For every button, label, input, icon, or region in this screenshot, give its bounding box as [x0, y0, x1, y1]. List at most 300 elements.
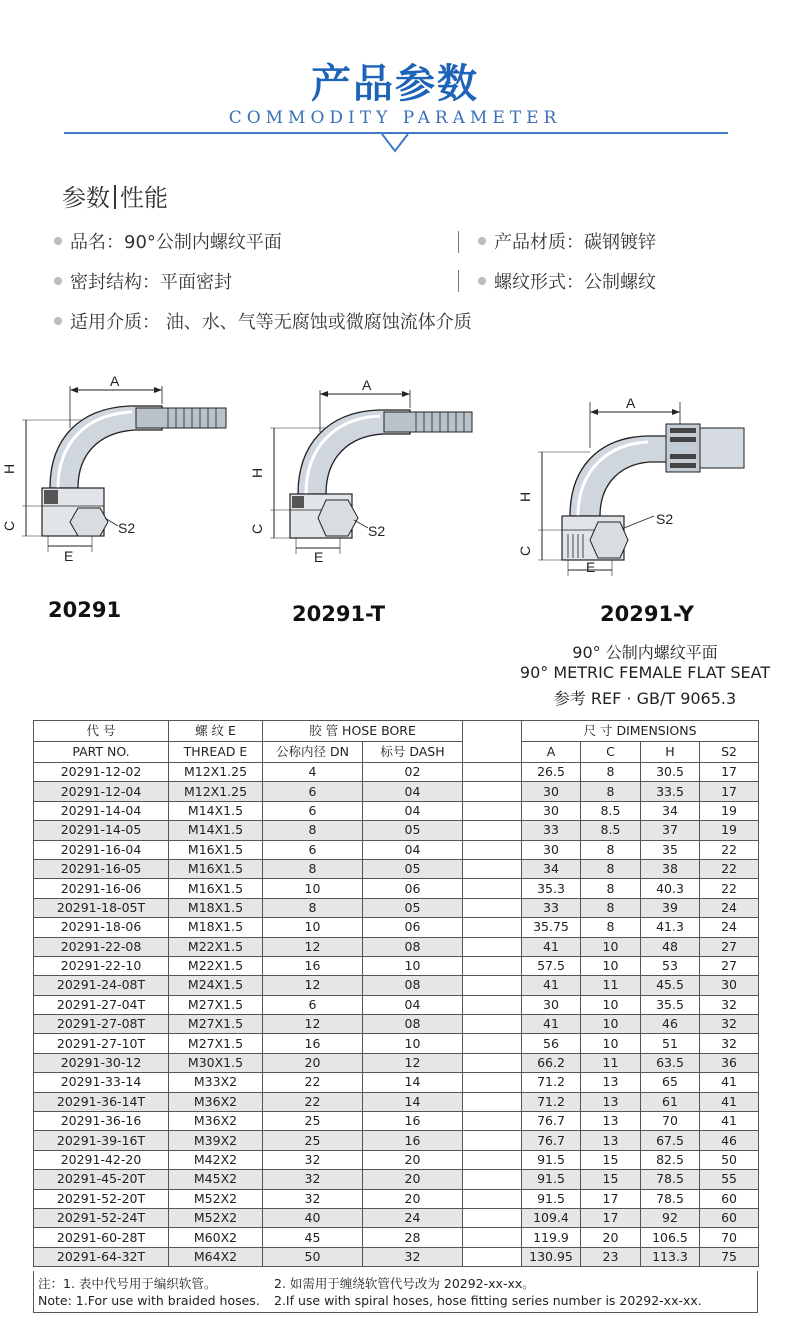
- cell-h: 30.5: [641, 763, 700, 782]
- cell-c: 10: [581, 1034, 641, 1053]
- params-heading-right: 性能: [120, 184, 168, 212]
- cell-dn: 32: [263, 1189, 363, 1208]
- cell-thread: M24X1.5: [169, 976, 263, 995]
- cell-a: 30: [522, 840, 581, 859]
- cell-h: 51: [641, 1034, 700, 1053]
- cell-s2: 36: [700, 1053, 759, 1072]
- table-row: [34, 763, 759, 782]
- cell-part-no: 20291-39-16T: [34, 1131, 169, 1150]
- table-row: [34, 1150, 759, 1169]
- cell-dn: 22: [263, 1073, 363, 1092]
- cell-dash: 08: [363, 937, 463, 956]
- header-part-cn: 代 号: [34, 721, 169, 742]
- table-row: [34, 956, 759, 975]
- cell-spacer: [463, 1208, 522, 1227]
- cell-c: 8: [581, 782, 641, 801]
- param-thread-form-text: 螺纹形式：公制螺纹: [494, 272, 656, 293]
- drawing-label-20291: 20291: [48, 598, 122, 622]
- cell-thread: M27X1.5: [169, 1034, 263, 1053]
- note-cn-2: 2. 如需用于缠绕软管代号改为 20292-xx-xx。: [274, 1276, 535, 1291]
- cell-c: 8: [581, 763, 641, 782]
- header-thread-en: THREAD E: [169, 742, 263, 763]
- cell-a: 57.5: [522, 956, 581, 975]
- header-c: C: [581, 742, 641, 763]
- cell-part-no: 20291-24-08T: [34, 976, 169, 995]
- cell-s2: 32: [700, 1015, 759, 1034]
- cell-thread: M16X1.5: [169, 840, 263, 859]
- cell-a: 33: [522, 821, 581, 840]
- cell-dn: 32: [263, 1170, 363, 1189]
- cell-a: 41: [522, 976, 581, 995]
- cell-part-no: 20291-14-05: [34, 821, 169, 840]
- cell-h: 33.5: [641, 782, 700, 801]
- cell-thread: M22X1.5: [169, 937, 263, 956]
- cell-dn: 22: [263, 1092, 363, 1111]
- cell-a: 71.2: [522, 1092, 581, 1111]
- cell-spacer: [463, 1170, 522, 1189]
- cell-dash: 20: [363, 1150, 463, 1169]
- cell-dn: 4: [263, 763, 363, 782]
- cell-thread: M22X1.5: [169, 956, 263, 975]
- cell-s2: 17: [700, 782, 759, 801]
- cell-h: 45.5: [641, 976, 700, 995]
- cell-s2: 24: [700, 898, 759, 917]
- cell-c: 8: [581, 840, 641, 859]
- dim-s2-label: S2: [118, 520, 136, 536]
- dim-c-label: C: [1, 520, 17, 531]
- cell-c: 11: [581, 976, 641, 995]
- cell-h: 41.3: [641, 918, 700, 937]
- table-row: [34, 821, 759, 840]
- cell-c: 8: [581, 918, 641, 937]
- table-row: [34, 1015, 759, 1034]
- cell-h: 48: [641, 937, 700, 956]
- cell-dn: 12: [263, 976, 363, 995]
- cell-thread: M27X1.5: [169, 995, 263, 1014]
- table-notes: [33, 1271, 758, 1313]
- bullet-icon: [478, 237, 486, 245]
- cell-spacer: [463, 918, 522, 937]
- cell-part-no: 20291-64-32T: [34, 1247, 169, 1266]
- cell-dash: 04: [363, 840, 463, 859]
- cell-dn: 8: [263, 898, 363, 917]
- cell-a: 130.95: [522, 1247, 581, 1266]
- table-row: [34, 1228, 759, 1247]
- page-subtitle: COMMODITY PARAMETER: [228, 108, 562, 128]
- cell-dn: 20: [263, 1053, 363, 1072]
- cell-s2: 19: [700, 821, 759, 840]
- cell-c: 13: [581, 1112, 641, 1131]
- cell-thread: M39X2: [169, 1131, 263, 1150]
- cell-spacer: [463, 976, 522, 995]
- header-dash: 标号 DASH: [363, 742, 463, 763]
- cell-dn: 16: [263, 1034, 363, 1053]
- cell-c: 8: [581, 879, 641, 898]
- cell-h: 39: [641, 898, 700, 917]
- cell-part-no: 20291-52-24T: [34, 1208, 169, 1227]
- cell-spacer: [463, 937, 522, 956]
- cell-dn: 12: [263, 1015, 363, 1034]
- cell-part-no: 20291-12-02: [34, 763, 169, 782]
- cell-spacer: [463, 1015, 522, 1034]
- params-heading: [62, 178, 168, 213]
- cell-dash: 16: [363, 1131, 463, 1150]
- cell-a: 71.2: [522, 1073, 581, 1092]
- cell-s2: 46: [700, 1131, 759, 1150]
- cell-spacer: [463, 859, 522, 878]
- cell-spacer: [463, 956, 522, 975]
- cell-c: 23: [581, 1247, 641, 1266]
- cell-h: 40.3: [641, 879, 700, 898]
- table-row: [34, 898, 759, 917]
- cell-a: 91.5: [522, 1170, 581, 1189]
- cell-part-no: 20291-33-14: [34, 1073, 169, 1092]
- fitting-drawing-20291-t: [250, 372, 480, 572]
- bullet-icon: [54, 317, 62, 325]
- cell-dash: 08: [363, 1015, 463, 1034]
- table-row: [34, 1131, 759, 1150]
- cell-thread: M16X1.5: [169, 879, 263, 898]
- table-row: [34, 879, 759, 898]
- fitting-description-cn: 90° 公制内螺纹平面: [572, 643, 718, 662]
- cell-part-no: 20291-22-08: [34, 937, 169, 956]
- cell-part-no: 20291-27-08T: [34, 1015, 169, 1034]
- cell-a: 41: [522, 937, 581, 956]
- cell-thread: M18X1.5: [169, 898, 263, 917]
- cell-thread: M36X2: [169, 1092, 263, 1111]
- cell-part-no: 20291-52-20T: [34, 1189, 169, 1208]
- header-s2: S2: [700, 742, 759, 763]
- note-cn-1: 注：1. 表中代号用于编织软管。: [38, 1276, 217, 1291]
- cell-s2: 75: [700, 1247, 759, 1266]
- cell-part-no: 20291-45-20T: [34, 1170, 169, 1189]
- cell-part-no: 20291-22-10: [34, 956, 169, 975]
- cell-a: 30: [522, 782, 581, 801]
- cell-s2: 55: [700, 1170, 759, 1189]
- cell-spacer: [463, 801, 522, 820]
- cell-c: 17: [581, 1189, 641, 1208]
- cell-dn: 32: [263, 1150, 363, 1169]
- cell-part-no: 20291-16-05: [34, 859, 169, 878]
- cell-dn: 8: [263, 859, 363, 878]
- cell-dash: 20: [363, 1189, 463, 1208]
- cell-s2: 30: [700, 976, 759, 995]
- cell-part-no: 20291-27-04T: [34, 995, 169, 1014]
- cell-a: 35.3: [522, 879, 581, 898]
- cell-a: 91.5: [522, 1150, 581, 1169]
- cell-h: 113.3: [641, 1247, 700, 1266]
- table-row: [34, 1208, 759, 1227]
- cell-s2: 24: [700, 918, 759, 937]
- cell-dash: 04: [363, 801, 463, 820]
- cell-part-no: 20291-12-04: [34, 782, 169, 801]
- cell-h: 82.5: [641, 1150, 700, 1169]
- cell-part-no: 20291-27-10T: [34, 1034, 169, 1053]
- cell-h: 61: [641, 1092, 700, 1111]
- cell-spacer: [463, 821, 522, 840]
- cell-a: 41: [522, 1015, 581, 1034]
- cell-h: 92: [641, 1208, 700, 1227]
- cell-c: 8: [581, 898, 641, 917]
- cell-a: 33: [522, 898, 581, 917]
- cell-dash: 10: [363, 956, 463, 975]
- cell-spacer: [463, 1150, 522, 1169]
- cell-h: 106.5: [641, 1228, 700, 1247]
- param-product-name-text: 品名：90°公制内螺纹平面: [70, 232, 282, 253]
- cell-s2: 22: [700, 879, 759, 898]
- cell-s2: 32: [700, 995, 759, 1014]
- cell-h: 35.5: [641, 995, 700, 1014]
- cell-thread: M64X2: [169, 1247, 263, 1266]
- cell-spacer: [463, 1112, 522, 1131]
- dim-h-label: H: [249, 467, 265, 478]
- cell-thread: M27X1.5: [169, 1015, 263, 1034]
- table-row: [34, 840, 759, 859]
- cell-thread: M18X1.5: [169, 918, 263, 937]
- table-row: [34, 918, 759, 937]
- cell-s2: 27: [700, 956, 759, 975]
- cell-part-no: 20291-18-06: [34, 918, 169, 937]
- table-row: [34, 1247, 759, 1266]
- table-row: [34, 937, 759, 956]
- cell-a: 56: [522, 1034, 581, 1053]
- cell-thread: M33X2: [169, 1073, 263, 1092]
- table-row: [34, 1053, 759, 1072]
- cell-dash: 04: [363, 995, 463, 1014]
- dim-c-label: C: [249, 523, 265, 534]
- dim-h-label: H: [1, 463, 17, 474]
- cell-spacer: [463, 1092, 522, 1111]
- cell-h: 34: [641, 801, 700, 820]
- table-row: [34, 1034, 759, 1053]
- cell-s2: 60: [700, 1189, 759, 1208]
- cell-spacer: [463, 1131, 522, 1150]
- cell-spacer: [463, 1053, 522, 1072]
- cell-a: 30: [522, 801, 581, 820]
- dim-a-label: A: [110, 373, 120, 389]
- cell-s2: 41: [700, 1073, 759, 1092]
- table-row: [34, 1073, 759, 1092]
- cell-thread: M14X1.5: [169, 801, 263, 820]
- cell-dash: 32: [363, 1247, 463, 1266]
- cell-h: 46: [641, 1015, 700, 1034]
- dim-a-label: A: [362, 377, 372, 393]
- cell-part-no: 20291-30-12: [34, 1053, 169, 1072]
- header-a: A: [522, 742, 581, 763]
- param-separator: [458, 231, 459, 253]
- fitting-description-en: 90° METRIC FEMALE FLAT SEAT: [519, 663, 771, 682]
- cell-h: 65: [641, 1073, 700, 1092]
- param-material: [478, 228, 656, 254]
- cell-thread: M36X2: [169, 1112, 263, 1131]
- cell-dash: 02: [363, 763, 463, 782]
- header-part-en: PART NO.: [34, 742, 169, 763]
- cell-spacer: [463, 840, 522, 859]
- cell-h: 63.5: [641, 1053, 700, 1072]
- cell-c: 20: [581, 1228, 641, 1247]
- cell-part-no: 20291-42-20: [34, 1150, 169, 1169]
- dim-e-label: E: [64, 548, 74, 564]
- cell-c: 8: [581, 859, 641, 878]
- cell-spacer: [463, 1247, 522, 1266]
- cell-c: 13: [581, 1092, 641, 1111]
- cell-c: 13: [581, 1131, 641, 1150]
- cell-part-no: 20291-14-04: [34, 801, 169, 820]
- cell-thread: M52X2: [169, 1189, 263, 1208]
- cell-dn: 40: [263, 1208, 363, 1227]
- cell-a: 34: [522, 859, 581, 878]
- table-row: [34, 1170, 759, 1189]
- cell-dash: 06: [363, 918, 463, 937]
- cell-dn: 6: [263, 801, 363, 820]
- bullet-icon: [478, 277, 486, 285]
- cell-h: 53: [641, 956, 700, 975]
- param-material-text: 产品材质：碳钢镀锌: [494, 232, 656, 253]
- spec-table-body: [34, 763, 759, 1267]
- cell-a: 119.9: [522, 1228, 581, 1247]
- header-hose-bore: 胶 管 HOSE BORE: [263, 721, 463, 742]
- cell-dash: 06: [363, 879, 463, 898]
- dim-e-label: E: [586, 559, 596, 575]
- table-row: [34, 801, 759, 820]
- cell-dash: 08: [363, 976, 463, 995]
- cell-s2: 70: [700, 1228, 759, 1247]
- cell-h: 78.5: [641, 1189, 700, 1208]
- cell-dn: 6: [263, 840, 363, 859]
- cell-thread: M60X2: [169, 1228, 263, 1247]
- heading-separator: [114, 185, 116, 209]
- table-row: [34, 782, 759, 801]
- cell-c: 8.5: [581, 801, 641, 820]
- cell-a: 30: [522, 995, 581, 1014]
- param-medium: [54, 308, 472, 334]
- cell-part-no: 20291-60-28T: [34, 1228, 169, 1247]
- fitting-drawing-20291: [0, 368, 250, 568]
- cell-dash: 16: [363, 1112, 463, 1131]
- cell-dn: 12: [263, 937, 363, 956]
- cell-dn: 25: [263, 1112, 363, 1131]
- cell-c: 10: [581, 995, 641, 1014]
- cell-dash: 10: [363, 1034, 463, 1053]
- cell-s2: 22: [700, 859, 759, 878]
- cell-spacer: [463, 1073, 522, 1092]
- spec-table: [33, 720, 759, 1267]
- cell-part-no: 20291-18-05T: [34, 898, 169, 917]
- cell-dash: 12: [363, 1053, 463, 1072]
- cell-dash: 05: [363, 898, 463, 917]
- param-thread-form: [478, 268, 656, 294]
- cell-spacer: [463, 995, 522, 1014]
- cell-c: 10: [581, 1015, 641, 1034]
- cell-thread: M30X1.5: [169, 1053, 263, 1072]
- dim-s2-label: S2: [656, 511, 674, 527]
- cell-spacer: [463, 879, 522, 898]
- cell-spacer: [463, 898, 522, 917]
- cell-thread: M12X1.25: [169, 763, 263, 782]
- cell-h: 35: [641, 840, 700, 859]
- cell-spacer: [463, 1034, 522, 1053]
- table-row: [34, 1189, 759, 1208]
- cell-dn: 10: [263, 918, 363, 937]
- cell-a: 66.2: [522, 1053, 581, 1072]
- cell-s2: 19: [700, 801, 759, 820]
- table-row: [34, 976, 759, 995]
- param-medium-text: 适用介质： 油、水、气等无腐蚀或微腐蚀流体介质: [70, 312, 472, 333]
- cell-part-no: 20291-36-14T: [34, 1092, 169, 1111]
- header-h: H: [641, 742, 700, 763]
- cell-c: 13: [581, 1073, 641, 1092]
- header-dn: 公称内径 DN: [263, 742, 363, 763]
- cell-spacer: [463, 782, 522, 801]
- table-row: [34, 859, 759, 878]
- cell-dash: 28: [363, 1228, 463, 1247]
- cell-part-no: 20291-16-04: [34, 840, 169, 859]
- dim-s2-label: S2: [368, 523, 386, 539]
- cell-spacer: [463, 763, 522, 782]
- cell-dn: 10: [263, 879, 363, 898]
- cell-dn: 6: [263, 782, 363, 801]
- chevron-down-icon: [380, 132, 410, 156]
- cell-h: 70: [641, 1112, 700, 1131]
- cell-s2: 50: [700, 1150, 759, 1169]
- cell-h: 67.5: [641, 1131, 700, 1150]
- note-en-2: 2.If use with spiral hoses, hose fitting series number is 20292-xx-xx.: [274, 1293, 702, 1308]
- cell-s2: 41: [700, 1112, 759, 1131]
- cell-part-no: 20291-16-06: [34, 879, 169, 898]
- cell-spacer: [463, 1228, 522, 1247]
- cell-dash: 24: [363, 1208, 463, 1227]
- cell-h: 78.5: [641, 1170, 700, 1189]
- cell-c: 15: [581, 1170, 641, 1189]
- bullet-icon: [54, 277, 62, 285]
- cell-thread: M45X2: [169, 1170, 263, 1189]
- cell-c: 8.5: [581, 821, 641, 840]
- cell-c: 11: [581, 1053, 641, 1072]
- params-heading-left: 参数: [62, 184, 110, 212]
- cell-s2: 27: [700, 937, 759, 956]
- page-title: 产品参数: [311, 61, 479, 107]
- param-product-name: [54, 228, 282, 254]
- cell-c: 10: [581, 956, 641, 975]
- cell-thread: M52X2: [169, 1208, 263, 1227]
- cell-thread: M12X1.25: [169, 782, 263, 801]
- table-row: [34, 1092, 759, 1111]
- cell-s2: 60: [700, 1208, 759, 1227]
- cell-dash: 14: [363, 1092, 463, 1111]
- cell-dash: 04: [363, 782, 463, 801]
- cell-h: 38: [641, 859, 700, 878]
- cell-a: 76.7: [522, 1112, 581, 1131]
- header-spacer: [463, 721, 522, 763]
- cell-a: 109.4: [522, 1208, 581, 1227]
- cell-c: 15: [581, 1150, 641, 1169]
- bullet-icon: [54, 237, 62, 245]
- dim-h-label: H: [517, 491, 533, 502]
- header-thread-cn: 螺 纹 E: [169, 721, 263, 742]
- cell-thread: M42X2: [169, 1150, 263, 1169]
- cell-a: 35.75: [522, 918, 581, 937]
- cell-s2: 22: [700, 840, 759, 859]
- table-row: [34, 1112, 759, 1131]
- cell-a: 76.7: [522, 1131, 581, 1150]
- dim-c-label: C: [517, 545, 533, 556]
- cell-dash: 05: [363, 859, 463, 878]
- dim-a-label: A: [626, 395, 636, 411]
- cell-a: 26.5: [522, 763, 581, 782]
- drawing-label-20291-t: 20291-T: [292, 602, 386, 626]
- cell-dn: 25: [263, 1131, 363, 1150]
- dim-e-label: E: [314, 549, 324, 565]
